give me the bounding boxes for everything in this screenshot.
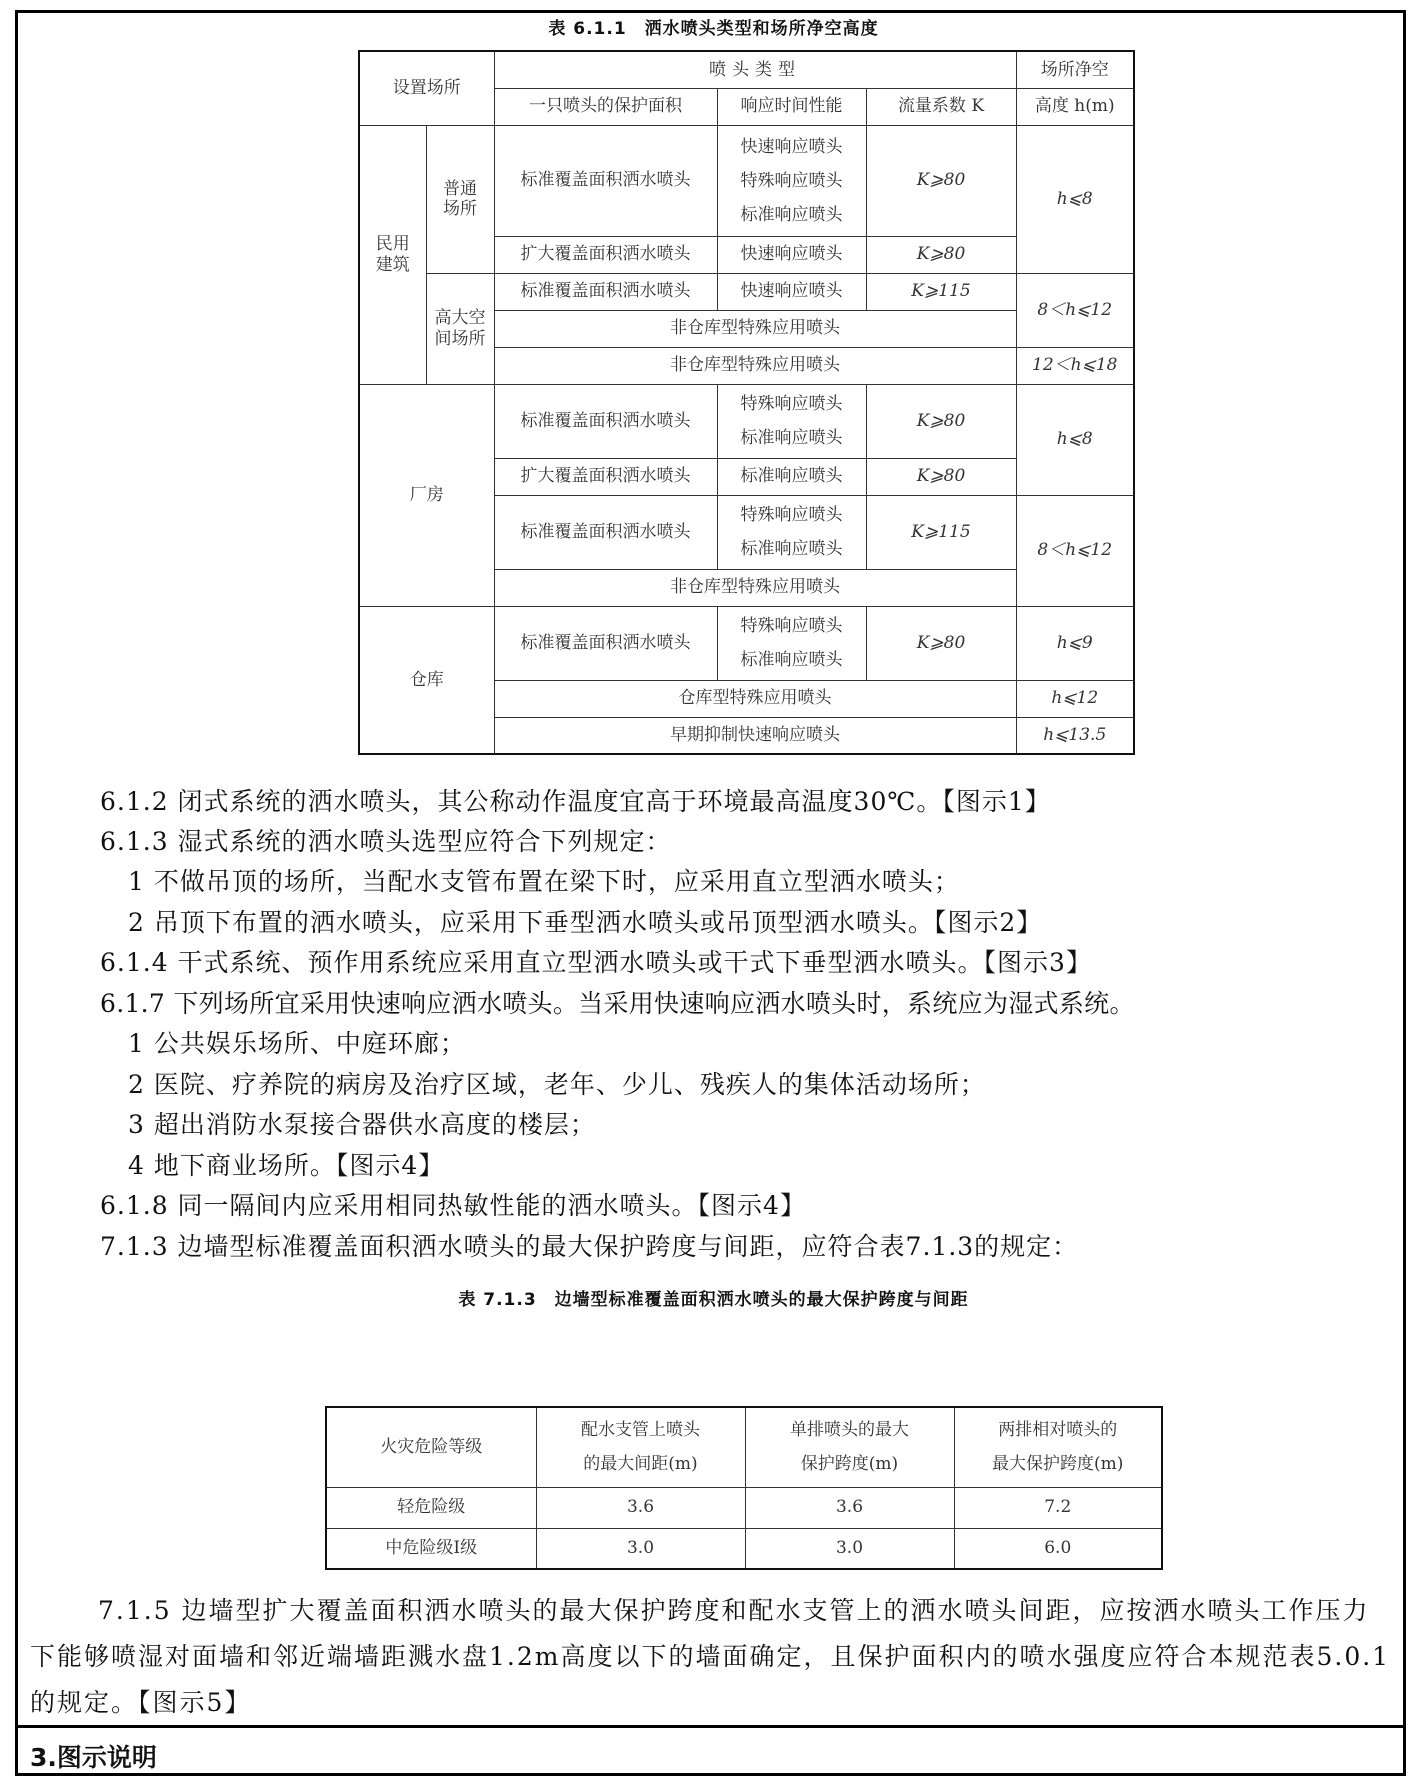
group-civil-tall: 高大空间场所 [426, 273, 494, 384]
clause-7-1-5: 7.1.5 边墙型扩大覆盖面积洒水喷头的最大保护跨度和配水支管上的洒水喷头间距，应按洒水喷头工作压力下能够喷湿对面墙和邻近端墙距溅水盘1.2m高度以下的墙面确定，且保护面积内的喷水强度应符合本规范表5.0.1的规定。【图示5】 [30, 1596, 1391, 1717]
cell-single: 3.6 [745, 1487, 954, 1528]
cell-single: 3.0 [745, 1528, 954, 1569]
clause-6-1-2: 6.1.2 闭式系统的洒水喷头，其公称动作温度宜高于环境最高温度30℃。【图示1】 [100, 787, 1051, 816]
cell-hazard: 中危险级Ⅰ级 [326, 1528, 536, 1569]
cell: 扩大覆盖面积洒水喷头 [494, 236, 717, 273]
clause-6-1-4: 6.1.4 干式系统、预作用系统应采用直立型洒水喷头或干式下垂型洒水喷头。【图示3】 [100, 948, 1092, 977]
cell: 标准覆盖面积洒水喷头 [494, 384, 717, 458]
group-civil: 民用建筑 [359, 125, 426, 384]
header-single-span: 单排喷头的最大 保护跨度(m) [745, 1407, 954, 1487]
cell-k: K⩾115 [866, 495, 1016, 569]
clause-6-1-3: 6.1.3 湿式系统的洒水喷头选型应符合下列规定： [100, 827, 672, 856]
header-response: 响应时间性能 [717, 88, 866, 125]
cell-double: 7.2 [954, 1487, 1162, 1528]
cell-k: K⩾80 [866, 606, 1016, 680]
header-hazard: 火灾危险等级 [326, 1407, 536, 1487]
table-611 [358, 50, 1135, 755]
cell-response-list: 快速响应喷头 特殊响应喷头 标准响应喷头 [717, 125, 866, 236]
clause-6-1-7-item-4: 4 地下商业场所。【图示4】 [128, 1151, 445, 1180]
cell: 标准覆盖面积洒水喷头 [494, 125, 717, 236]
header-height-2: 高度 h(m) [1016, 88, 1134, 125]
cell: 快速响应喷头 [717, 236, 866, 273]
cell-spacing: 3.6 [536, 1487, 745, 1528]
cell: 标准覆盖面积洒水喷头 [494, 495, 717, 569]
clause-6-1-3-item-1: 1 不做吊顶的场所，当配水支管布置在梁下时，应采用直立型洒水喷头； [128, 867, 960, 896]
section-divider [15, 1725, 1406, 1728]
cell-response-list: 特殊响应喷头 标准响应喷头 [717, 606, 866, 680]
group-civil-normal: 普通场所 [426, 125, 494, 273]
cell-double: 6.0 [954, 1528, 1162, 1569]
header-spacing: 配水支管上喷头 的最大间距(m) [536, 1407, 745, 1487]
cell-span: 非仓库型特殊应用喷头 [494, 569, 1016, 606]
section-title: 3.图示说明 [30, 1743, 157, 1772]
cell-span: 非仓库型特殊应用喷头 [494, 310, 1016, 347]
header-height-1: 场所净空 [1016, 51, 1134, 88]
group-warehouse: 仓库 [359, 606, 494, 754]
cell-height: 8＜h⩽12 [1016, 495, 1134, 606]
cell-height: h⩽8 [1016, 125, 1134, 273]
cell-k: K⩾80 [866, 458, 1016, 495]
clause-6-1-7-item-3: 3 超出消防水泵接合器供水高度的楼层； [128, 1110, 596, 1139]
clause-6-1-7-item-2: 2 医院、疗养院的病房及治疗区域，老年、少儿、残疾人的集体活动场所； [128, 1070, 986, 1099]
clause-6-1-7: 6.1.7 下列场所宜采用快速响应洒水喷头。当采用快速响应洒水喷头时，系统应为湿式系统。 [100, 989, 1135, 1018]
cell-height: 8＜h⩽12 [1016, 273, 1134, 347]
cell-hazard: 轻危险级 [326, 1487, 536, 1528]
header-double-span: 两排相对喷头的 最大保护跨度(m) [954, 1407, 1162, 1487]
header-area: 一只喷头的保护面积 [494, 88, 717, 125]
table-713-caption: 表 7.1.3 边墙型标准覆盖面积洒水喷头的最大保护跨度与间距 [458, 1290, 969, 1310]
header-location: 设置场所 [359, 51, 494, 125]
cell-k: K⩾80 [866, 125, 1016, 236]
cell-height: 12＜h⩽18 [1016, 347, 1134, 384]
clause-6-1-7-item-1: 1 公共娱乐场所、中庭环廊； [128, 1029, 466, 1058]
cell: 标准覆盖面积洒水喷头 [494, 273, 717, 310]
cell: 扩大覆盖面积洒水喷头 [494, 458, 717, 495]
cell-height: h⩽13.5 [1016, 717, 1134, 754]
cell-response-list: 特殊响应喷头 标准响应喷头 [717, 384, 866, 458]
header-type-group: 喷头类型 [494, 51, 1016, 88]
cell-height: h⩽9 [1016, 606, 1134, 680]
table-row [326, 1528, 1162, 1569]
cell-height: h⩽8 [1016, 384, 1134, 495]
cell: 标准响应喷头 [717, 458, 866, 495]
header-k-factor: 流量系数 K [866, 88, 1016, 125]
cell-span: 仓库型特殊应用喷头 [494, 680, 1016, 717]
table-611-caption: 表 6.1.1 洒水喷头类型和场所净空高度 [548, 19, 879, 39]
cell-response-list: 特殊响应喷头 标准响应喷头 [717, 495, 866, 569]
clause-6-1-3-item-2: 2 吊顶下布置的洒水喷头，应采用下垂型洒水喷头或吊顶型洒水喷头。【图示2】 [128, 908, 1043, 937]
cell-spacing: 3.0 [536, 1528, 745, 1569]
cell-k: K⩾80 [866, 236, 1016, 273]
cell: 快速响应喷头 [717, 273, 866, 310]
cell-height: h⩽12 [1016, 680, 1134, 717]
table-row [326, 1487, 1162, 1528]
cell-k: K⩾115 [866, 273, 1016, 310]
group-factory: 厂房 [359, 384, 494, 606]
clause-7-1-3: 7.1.3 边墙型标准覆盖面积洒水喷头的最大保护跨度与间距，应符合表7.1.3的规定： [100, 1232, 1079, 1261]
clause-6-1-8: 6.1.8 同一隔间内应采用相同热敏性能的洒水喷头。【图示4】 [100, 1191, 806, 1220]
cell-span: 早期抑制快速响应喷头 [494, 717, 1016, 754]
cell: 标准覆盖面积洒水喷头 [494, 606, 717, 680]
cell-k: K⩾80 [866, 384, 1016, 458]
table-713 [325, 1406, 1163, 1570]
cell-span: 非仓库型特殊应用喷头 [494, 347, 1016, 384]
